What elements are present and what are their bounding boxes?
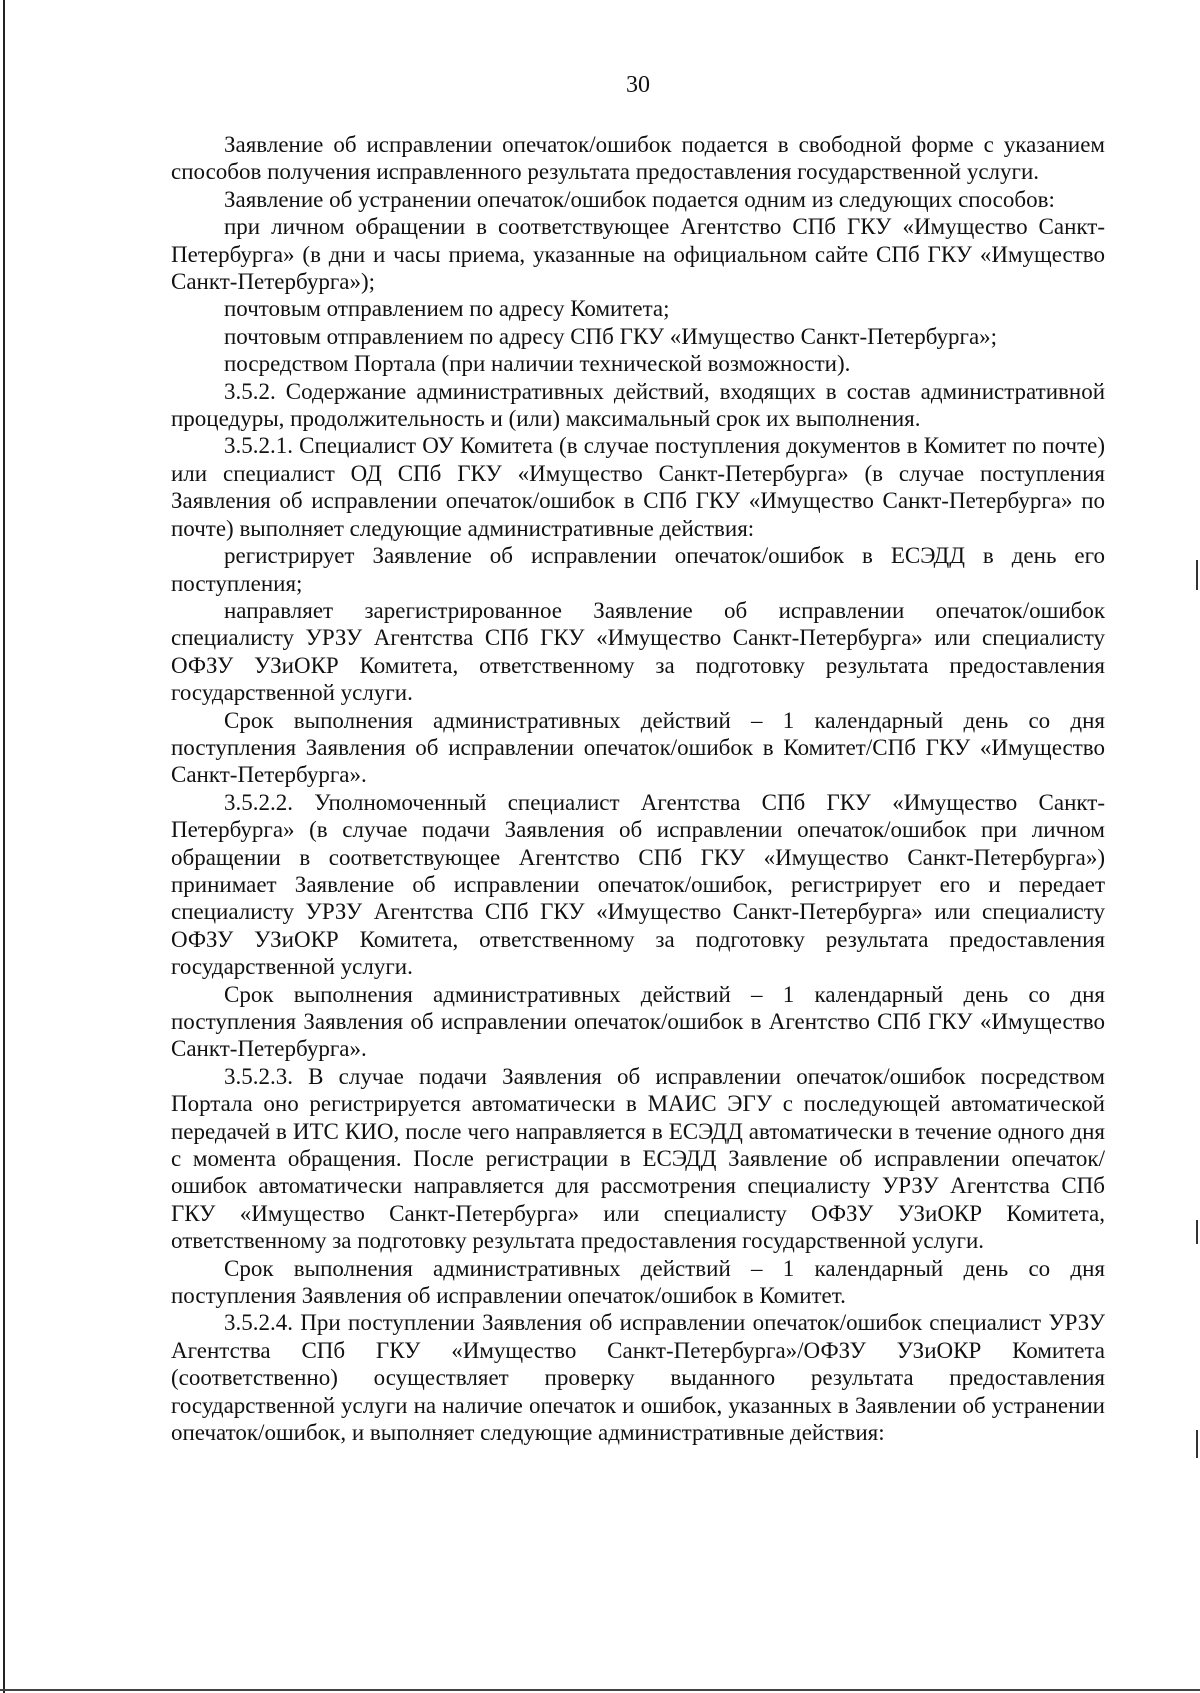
paragraph: 3.5.2.4. При поступлении Заявления об исправлении опечаток/ошибок специалист УРЗУ Агентства СПб ГКУ «Имущество Санкт-Петербурга»/ОФЗУ УЗиОКР Комитета (соответственно) осуществляет проверку выданного результата предоставления государственной услуги на наличие опечаток и ошибок, указанных в Заявлении об устранении опечаток/ошибок, и выполняет следующие административные действия:	[171, 1310, 1105, 1446]
paragraph: направляет зарегистрированное Заявление об исправлении опечаток/ошибок специалисту УРЗУ Агентства СПб ГКУ «Имущество Санкт-Петербурга» или специалисту ОФЗУ УЗиОКР Комитета, ответственному за подготовку результата предоставления государственной услуги.	[171, 597, 1105, 706]
paragraph: 3.5.2.2. Уполномоченный специалист Агентства СПб ГКУ «Имущество Санкт-Петербурга» (в случае подачи Заявления об исправлении опечаток/ошибок при личном обращении в соответствующее Агентство СПб ГКУ «Имущество Санкт-Петербурга») принимает Заявление об исправлении опечаток/ошибок, регистрирует его и передает специалисту УРЗУ Агентства СПб ГКУ «Имущество Санкт-Петербурга» или специалисту ОФЗУ УЗиОКР Комитета, ответственному за подготовку результата предоставления государственной услуги.	[171, 789, 1105, 980]
page-number: 30	[626, 72, 650, 98]
paragraph: Срок выполнения административных действий – 1 календарный день со дня поступления Заявления об исправлении опечаток/ошибок в Агентство СПб ГКУ «Имущество Санкт-Петербурга».	[171, 981, 1105, 1062]
paragraph: регистрирует Заявление об исправлении опечаток/ошибок в ЕСЭДД в день его поступления;	[171, 543, 1105, 596]
paragraph: Срок выполнения административных действий – 1 календарный день со дня поступления Заявления об исправлении опечаток/ошибок в Комитет.	[171, 1255, 1105, 1309]
body-text	[171, 131, 1105, 1447]
paragraph: 3.5.2.1. Специалист ОУ Комитета (в случае поступления документов в Комитет по почте) или специалист ОД СПб ГКУ «Имущество Санкт-Петербурга» (в случае поступления Заявления об исправлении опечаток/ошибок в СПб ГКУ «Имущество Санкт-Петербурга» по почте) выполняет следующие административные действия:	[171, 433, 1105, 541]
scan-edge-mark	[1196, 1220, 1198, 1244]
paragraph: Заявление об устранении опечаток/ошибок подается одним из следующих способов:	[224, 186, 1055, 212]
scan-edge-bottom	[0, 1689, 1200, 1691]
paragraph: посредством Портала (при наличии технической возможности).	[224, 351, 851, 377]
paragraph: Заявление об исправлении опечаток/ошибок подается в свободной форме с указанием способов получения исправленного результата предоставления государственной услуги.	[171, 132, 1105, 185]
paragraph: почтовым отправлением по адресу СПб ГКУ «Имущество Санкт-Петербурга»;	[224, 323, 998, 349]
paragraph: почтовым отправлением по адресу Комитета;	[224, 296, 670, 322]
scan-edge-mark	[1196, 1430, 1198, 1458]
paragraph: при личном обращении в соответствующее Агентство СПб ГКУ «Имущество Санкт-Петербурга» (в дни и часы приема, указанные на официальном сайте СПб ГКУ «Имущество Санкт-Петербурга»);	[171, 214, 1105, 295]
scan-edge-left	[3, 0, 5, 1693]
paragraph: 3.5.2.3. В случае подачи Заявления об исправлении опечаток/ошибок посредством Портала оно регистрируется автоматически в МАИС ЭГУ с последующей автоматической передачей в ИТС КИО, после чего направляется в ЕСЭДД автоматически в течение одного дня с момента обращения. После регистрации в ЕСЭДД Заявление об исправлении опечаток/ошибок автоматически направляется для рассмотрения специалисту УРЗУ Агентства СПб ГКУ «Имущество Санкт-Петербурга» или специалисту ОФЗУ УЗиОКР Комитета, ответственному за подготовку результата предоставления государственной услуги.	[171, 1063, 1105, 1254]
scan-edge-mark	[1196, 560, 1198, 590]
paragraph: Срок выполнения административных действий – 1 календарный день со дня поступления Заявления об исправлении опечаток/ошибок в Комитет/СПб ГКУ «Имущество Санкт-Петербурга».	[171, 707, 1105, 788]
section-heading: 3.5.2. Содержание административных действий, входящих в состав административной процедуры, продолжительность и (или) максимальный срок их выполнения.	[171, 378, 1105, 432]
